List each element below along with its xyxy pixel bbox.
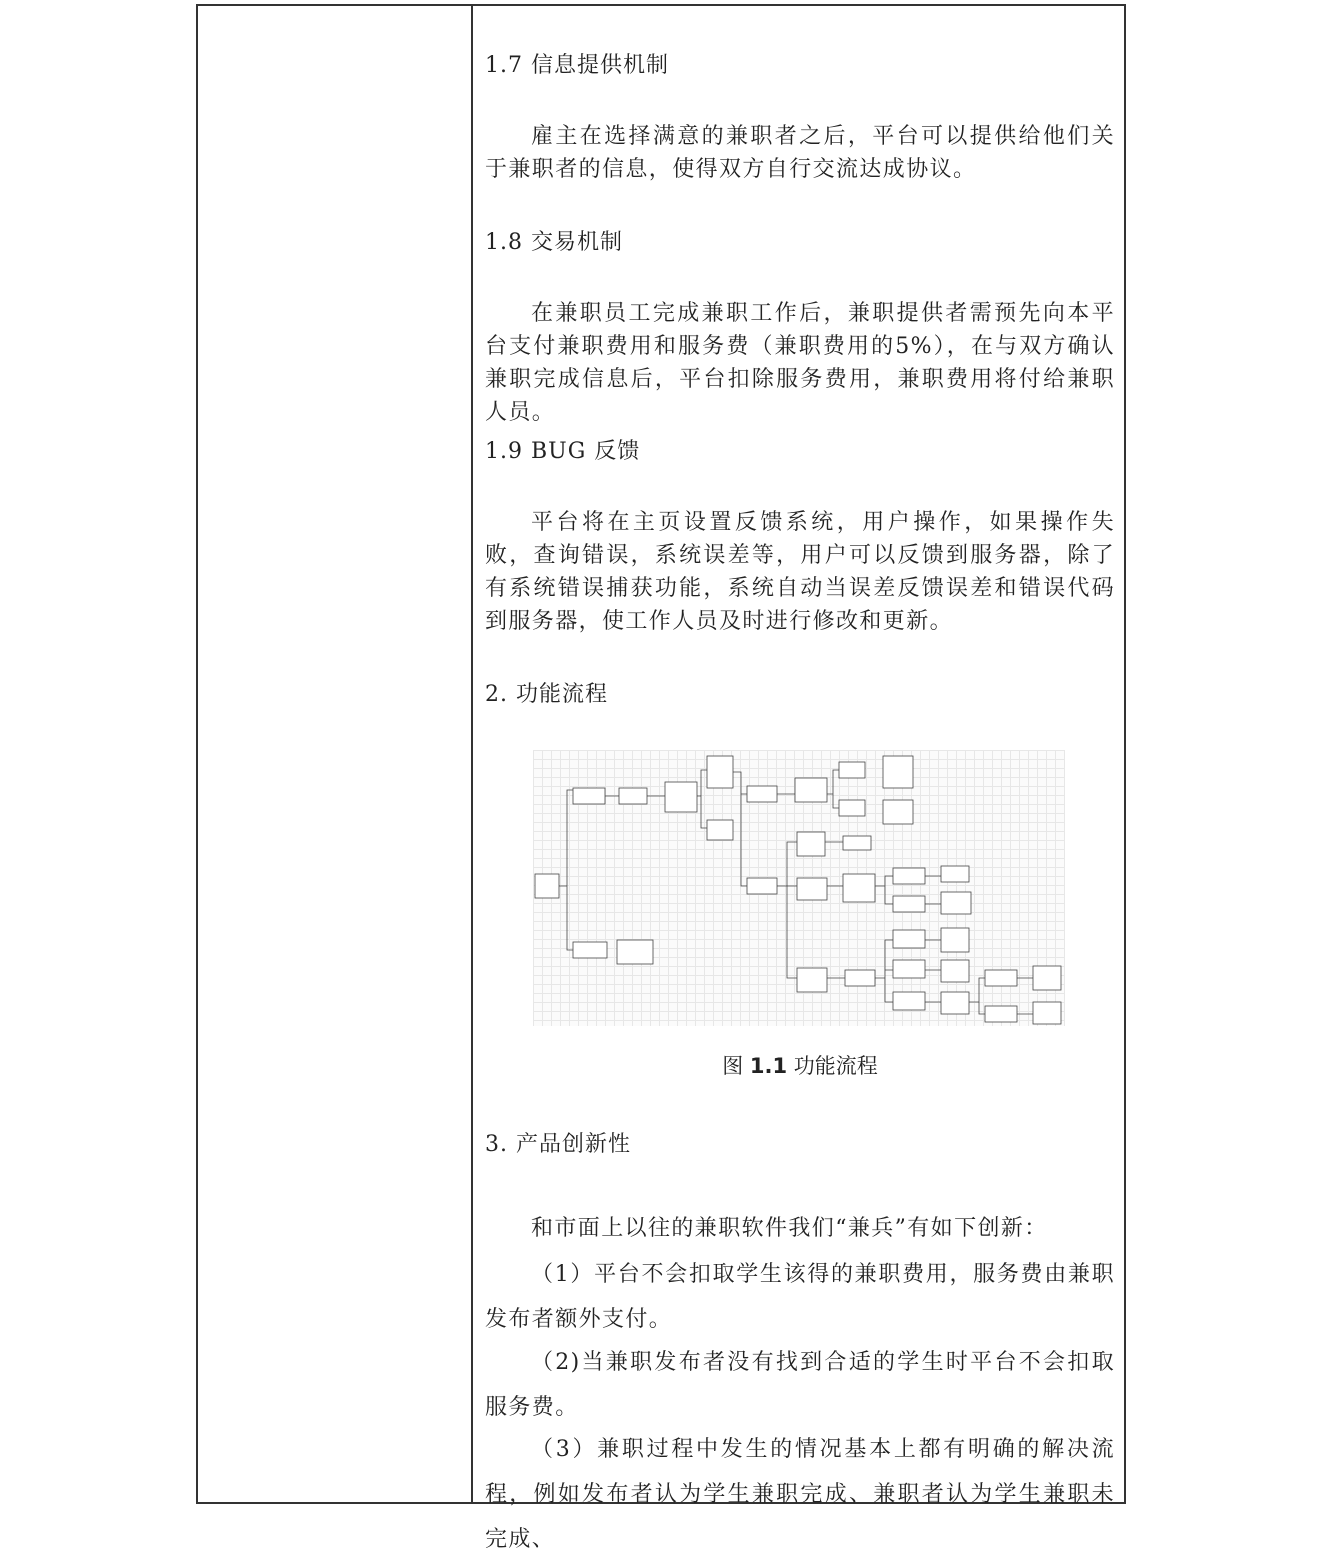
flowchart-node [747,878,777,894]
flowchart-node [535,874,559,898]
flowchart-node [941,960,969,982]
flowchart-node [747,786,777,802]
section-1-7-body: 雇主在选择满意的兼职者之后，平台可以提供给他们关于兼职者的信息，使得双方自行交流达成协议。 [485,124,1115,182]
flowchart-node [941,928,969,952]
flowchart-node [845,970,875,986]
caption-number: 1.1 [749,1054,788,1078]
flowchart-node [893,960,925,978]
innovation-item-3: （3）兼职过程中发生的情况基本上都有明确的解决流程，例如发布者认为学生兼职完成、兼职者认为学生兼职未完成、 [485,1437,1115,1552]
innovation-item-1: （1）平台不会扣取学生该得的兼职费用，服务费由兼职发布者额外支付。 [485,1262,1115,1332]
flowchart-diagram [533,750,1065,1026]
section-3-heading: 3. 产品创新性 [485,1132,631,1157]
flowchart-figure [533,750,1065,1026]
flowchart-node [839,800,865,816]
flowchart-node [941,992,969,1014]
flowchart-node [795,778,827,802]
flowchart-node [843,836,871,850]
section-2-heading: 2. 功能流程 [485,682,608,707]
flowchart-node [573,942,607,958]
section-3-intro: 和市面上以往的兼职软件我们“兼兵”有如下创新： [531,1216,1048,1241]
flowchart-node [707,756,733,788]
flowchart-connector [559,790,573,950]
flowchart-node [1033,1002,1061,1024]
flowchart-node [619,788,647,804]
flowchart-node [839,762,865,778]
flowchart-node [617,940,653,964]
section-1-9-body: 平台将在主页设置反馈系统，用户操作，如果操作失败，查询错误，系统误差等，用户可以反馈到服务器，除了有系统错误捕获功能，系统自动当误差反馈误差和错误代码到服务器，使工作人员及时进行修改和更新。 [485,510,1115,634]
section-1-8-body: 在兼职员工完成兼职工作后，兼职提供者需预先向本平台支付兼职费用和服务费（兼职费用的5%），在与双方确认兼职完成信息后，平台扣除服务费用，兼职费用将付给兼职人员。 [485,301,1115,425]
section-1-9-heading: 1.9 BUG 反馈 [485,439,641,464]
flowchart-node [985,970,1017,986]
document-table [196,4,1126,1552]
section-1-7-heading: 1.7 信息提供机制 [485,53,669,78]
flowchart-node [665,782,697,812]
innovation-item-2: （2)当兼职发布者没有找到合适的学生时平台不会扣取服务费。 [485,1350,1115,1420]
flowchart-node [573,788,605,804]
flowchart-node [797,968,827,992]
flowchart-node [893,992,925,1010]
flowchart-node [941,892,971,914]
flowchart-node [1033,966,1061,990]
flowchart-node [893,868,925,884]
flowchart-node [797,832,825,856]
flowchart-node [883,800,913,824]
flowchart-node [893,930,925,948]
section-1-8-heading: 1.8 交易机制 [485,230,623,255]
caption-prefix: 图 [722,1054,750,1078]
column-divider [471,6,473,1502]
flowchart-node [883,756,913,788]
figure-caption [485,1050,1115,1080]
flowchart-node [893,896,925,912]
flowchart-node [707,820,733,840]
flowchart-node [941,866,969,882]
caption-text: 功能流程 [787,1054,878,1078]
flowchart-node [985,1006,1017,1022]
flowchart-node [797,878,827,900]
flowchart-node [843,874,875,902]
flowchart-connector [777,842,843,978]
